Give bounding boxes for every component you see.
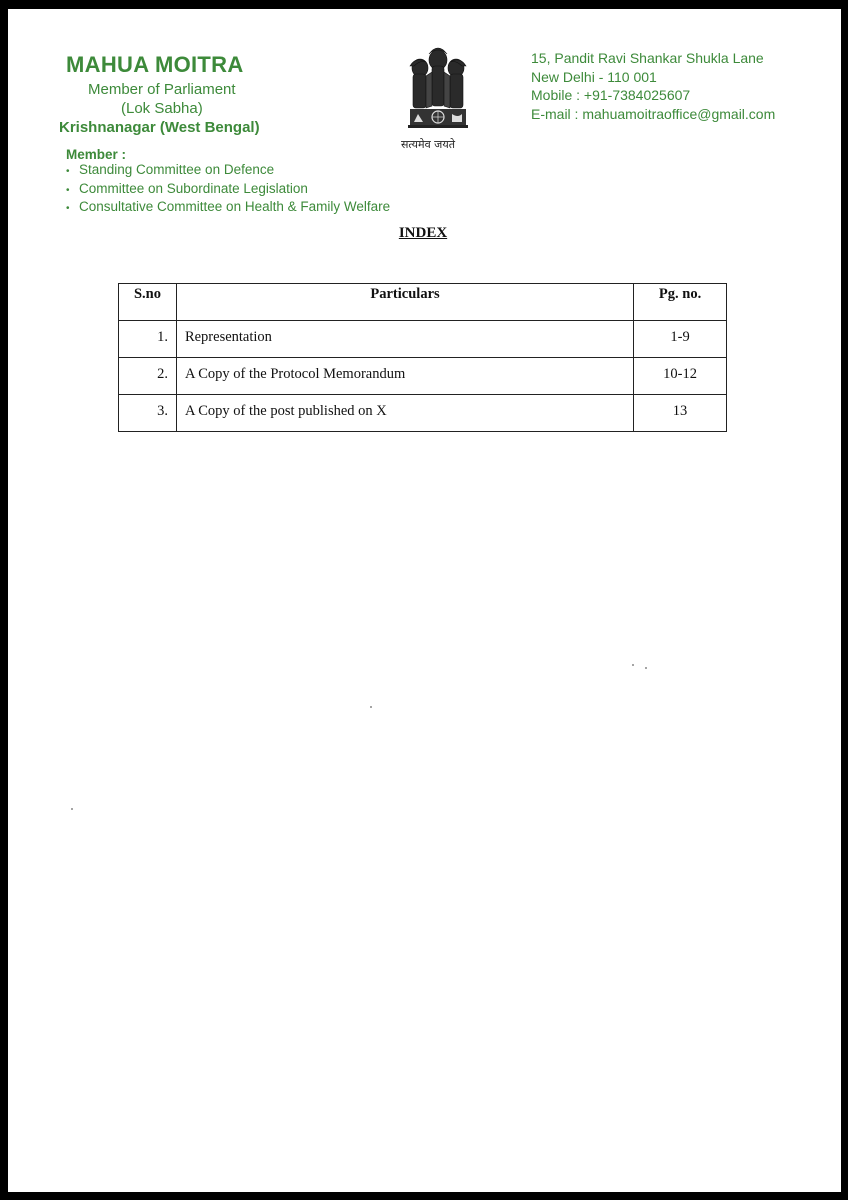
cell-sno: 3.: [119, 395, 177, 432]
list-item: • Committee on Subordinate Legislation: [66, 180, 308, 196]
mobile-line: Mobile : +91-7384025607: [531, 87, 691, 103]
document-page: [8, 9, 841, 1192]
mp-designation: Member of Parliament: [88, 81, 236, 98]
table-row: [119, 395, 727, 432]
email-line: E-mail : mahuamoitraoffice@gmail.com: [531, 105, 776, 122]
cell-sno: 2.: [119, 358, 177, 395]
cell-page-no: 1-9: [634, 321, 727, 358]
list-item: • Standing Committee on Defence: [66, 162, 275, 177]
member-label: Member :: [66, 147, 127, 162]
index-table: [118, 283, 727, 432]
table-row: [119, 321, 727, 358]
mp-name: MAHUA MOITRA: [66, 52, 244, 77]
cell-particulars: A Copy of the post published on X: [176, 395, 633, 432]
header-page-no: Pg. no.: [634, 284, 727, 321]
committee-list: [66, 162, 390, 218]
index-title: INDEX: [398, 225, 448, 241]
header-particulars: Particulars: [176, 284, 633, 321]
cell-particulars: Representation: [176, 321, 633, 358]
scan-speck: [71, 808, 73, 810]
table-row: [119, 358, 727, 395]
emblem-motto: सत्यमेव जयते: [400, 138, 455, 151]
cell-particulars: A Copy of the Protocol Memorandum: [176, 358, 633, 395]
mp-constituency: Krishnanagar (West Bengal): [59, 119, 260, 136]
scan-speck: [370, 706, 372, 708]
scan-speck: [645, 667, 647, 669]
header-sno: S.no: [119, 284, 177, 321]
cell-page-no: 13: [634, 395, 727, 432]
mp-house: (Lok Sabha): [121, 100, 203, 117]
list-item: • Consultative Committee on Health & Family Welfare: [66, 199, 391, 214]
cell-page-no: 10-12: [634, 358, 727, 395]
address-line: 15, Pandit Ravi Shankar Shukla Lane: [531, 50, 764, 66]
table-header-row: [119, 284, 727, 321]
scan-speck: [632, 664, 634, 666]
cell-sno: 1.: [119, 321, 177, 358]
address-line: New Delhi - 110 001: [531, 68, 657, 85]
address-block: [531, 49, 775, 123]
